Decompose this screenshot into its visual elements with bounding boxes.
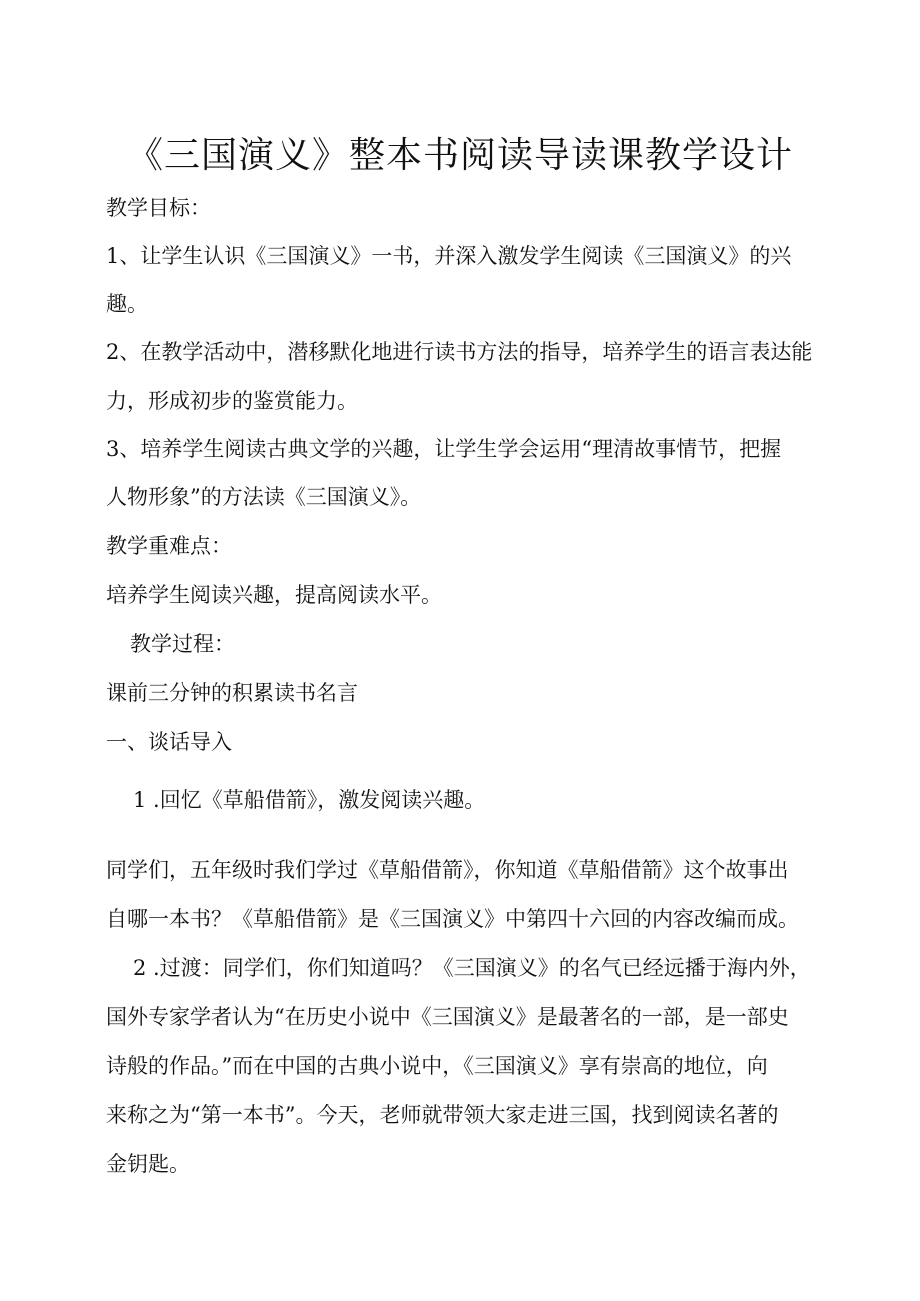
objective-3-line-2: 人物形象”的方法读《三国演义》。 (106, 485, 422, 509)
pre-class-activity: 课前三分钟的积累读书名言 (106, 681, 358, 705)
paragraph-1-line-1: 同学们，五年级时我们学过《草船借箭》，你知道《草船借箭》这个故事出 (106, 858, 789, 882)
key-points-heading: 教学重难点： (106, 534, 232, 558)
step-1: 1 .回忆《草船借箭》，激发阅读兴趣。 (133, 788, 486, 812)
step-2-line-3: 诗般的作品。”而在中国的古典小说中，《三国演义》享有崇高的地位，向 (106, 1054, 768, 1078)
key-points-text: 培养学生阅读兴趣，提高阅读水平。 (106, 583, 442, 607)
objective-2-line-1: 2、在教学活动中，潜移默化地进行读书方法的指导，培养学生的语言表达能 (106, 340, 813, 364)
objective-2-line-2: 力，形成初步的鉴赏能力。 (106, 389, 358, 413)
document-title: 《三国演义》整本书阅读导读课教学设计 (126, 135, 793, 176)
step-2-line-1: 2 .过渡：同学们，你们知道吗？《三国演义》的名气已经远播于海内外， (133, 956, 811, 980)
section-1-heading: 一、谈话导入 (106, 730, 232, 754)
paragraph-1-line-2: 自哪一本书？《草船借箭》是《三国演义》中第四十六回的内容改编而成。 (106, 907, 799, 931)
objective-1-line-1: 1、让学生认识《三国演义》一书，并深入激发学生阅读《三国演义》的兴 (106, 244, 792, 268)
step-2-line-4: 来称之为“第一本书”。今天，老师就带领大家走进三国，找到阅读名著的 (106, 1103, 779, 1127)
objectives-heading: 教学目标： (106, 196, 211, 220)
step-2-line-2: 国外专家学者认为“在历史小说中《三国演义》是最著名的一部，是一部史 (106, 1005, 789, 1029)
objective-1-line-2: 趣。 (106, 292, 148, 316)
step-2-line-5: 金钥匙。 (106, 1152, 190, 1176)
objective-3-line-1: 3、培养学生阅读古典文学的兴趣，让学生学会运用“理清故事情节，把握 (106, 437, 782, 461)
process-heading: 教学过程： (130, 632, 235, 656)
